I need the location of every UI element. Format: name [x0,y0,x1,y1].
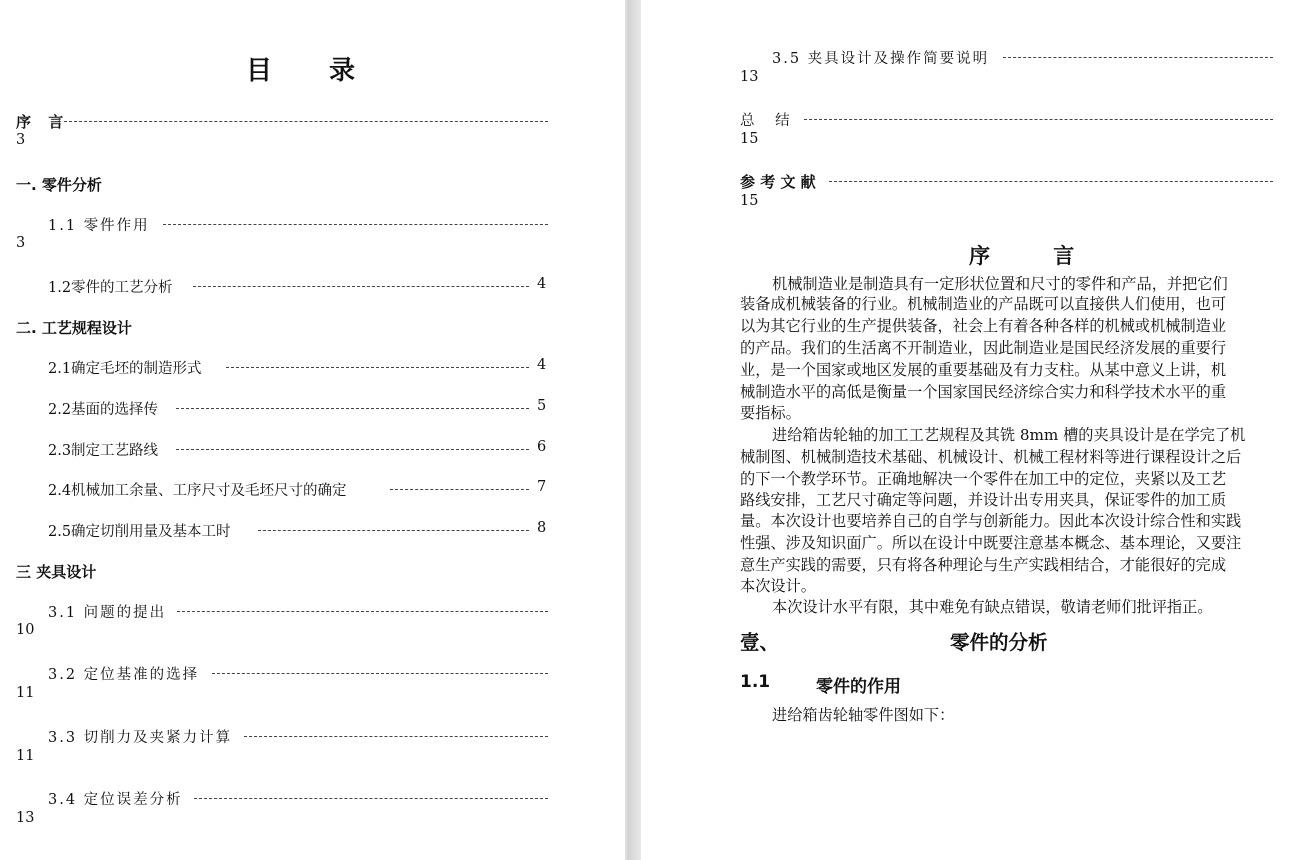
chapter-number: 壹、 [740,631,780,654]
toc-heading-fixture-design[interactable]: 三 夹具设计 [16,563,97,581]
toc-leader [390,489,529,490]
toc-leader [258,530,529,531]
page-gutter [625,0,641,860]
preface-line: 械制图、机械制造技术基础、机械设计、机械工程材料等进行课程设计之后 [740,448,1242,466]
toc-page-number: 3 [16,235,26,251]
toc-page-number: 6 [537,439,547,455]
toc-page-number: 8 [537,520,547,536]
toc-entry-preface[interactable]: 序 言 [16,113,70,131]
toc-page-number: 11 [16,748,35,764]
toc-title: 目 录 [246,56,380,86]
chapter-title: 零件的分析 [950,631,1048,654]
preface-line: 进给箱齿轮轴的加工工艺规程及其铣 8mm 槽的夹具设计是在学完了机 [772,426,1246,444]
toc-entry-3-3[interactable]: 3.3 切削力及夹紧力计算 [48,730,233,746]
toc-leader [212,673,548,674]
toc-page-number: 4 [537,276,547,292]
preface-line: 本次设计水平有限，其中难免有缺点错误，敬请老师们批评指正。 [772,598,1213,616]
toc-page-number: 10 [16,622,35,638]
toc-leader [804,119,1273,120]
toc-entry-2-2[interactable]: 2.2基面的选择传 [48,402,159,418]
toc-page-number: 11 [16,685,35,701]
preface-line: 意生产实践的需要，只有将各种理论与生产实践相结合，才能很好的完成 [740,556,1226,574]
toc-entry-3-5[interactable]: 3.5 夹具设计及操作简要说明 [772,51,990,67]
section-title: 零件的作用 [816,677,901,697]
toc-entry-references[interactable]: 参 考 文 献 [740,173,816,191]
toc-leader [194,798,548,799]
toc-entry-1-1[interactable]: 1.1 零件作用 [48,218,150,234]
toc-leader [226,367,529,368]
toc-leader [829,181,1273,182]
toc-leader [244,736,548,737]
preface-line: 装备成机械装备的行业。机械制造业的产品既可以直接供人们使用，也可 [740,295,1226,313]
toc-page-number: 5 [537,398,547,414]
toc-leader [64,121,548,122]
preface-line: 的产品。我们的生活离不开制造业，因此制造业是国民经济发展的重要行 [740,339,1226,357]
preface-line: 本次设计。 [740,577,816,595]
toc-leader [193,286,529,287]
body-text: 进给箱齿轮轴零件图如下： [772,706,955,724]
preface-line: 以为其它行业的生产提供装备，社会上有着各种各样的机械或机械制造业 [740,317,1226,335]
toc-page-number: 4 [537,357,547,373]
toc-page-number: 13 [740,69,759,85]
preface-line: 械制造水平的高低是衡量一个国家国民经济综合实力和科学技术水平的重 [740,383,1226,401]
toc-leader [176,408,529,409]
preface-line: 性强、涉及知识面广。所以在设计中既要注意基本概念、基本理论，又要注 [740,534,1242,552]
toc-page-number: 13 [16,810,35,826]
preface-line: 路线安排，工艺尺寸确定等问题，并设计出专用夹具，保证零件的加工质 [740,491,1226,509]
preface-line: 的下一个教学环节。正确地解决一个零件在加工中的定位，夹紧以及工艺 [740,470,1226,488]
preface-line: 业，是一个国家或地区发展的重要基础及有力支柱。从某中意义上讲，机 [740,361,1226,379]
toc-leader [1003,57,1273,58]
toc-page-number: 7 [537,479,547,495]
toc-heading-process-design[interactable]: 二. 工艺规程设计 [16,319,132,337]
toc-entry-3-2[interactable]: 3.2 定位基准的选择 [48,667,200,683]
preface-title: 序 言 [969,244,1103,268]
toc-page-number: 15 [740,193,759,209]
toc-entry-2-4[interactable]: 2.4机械加工余量、工序尺寸及毛坯尺寸的确定 [48,483,347,499]
toc-entry-2-5[interactable]: 2.5确定切削用量及基本工时 [48,524,231,540]
toc-leader [176,449,529,450]
toc-page-number: 3 [16,132,26,148]
toc-page-number: 15 [740,131,759,147]
left-page [0,0,625,860]
toc-entry-3-1[interactable]: 3.1 问题的提出 [48,605,167,621]
toc-leader [163,224,548,225]
toc-entry-summary[interactable]: 总 结 [740,113,798,129]
preface-line: 要指标。 [740,404,801,422]
section-number: 1.1 [740,672,771,692]
preface-line: 机械制造业是制造具有一定形状位置和尺寸的零件和产品，并把它们 [772,275,1228,293]
toc-entry-2-3[interactable]: 2.3制定工艺路线 [48,443,159,459]
preface-line: 量。本次设计也要培养自己的自学与创新能力。因此本次设计综合性和实践 [740,512,1242,530]
right-page [641,0,1292,860]
toc-entry-2-1[interactable]: 2.1确定毛坯的制造形式 [48,361,202,377]
toc-entry-3-4[interactable]: 3.4 定位误差分析 [48,792,183,808]
toc-heading-part-analysis[interactable]: 一. 零件分析 [16,176,102,194]
toc-leader [177,611,548,612]
toc-entry-1-2[interactable]: 1.2零件的工艺分析 [48,280,173,296]
